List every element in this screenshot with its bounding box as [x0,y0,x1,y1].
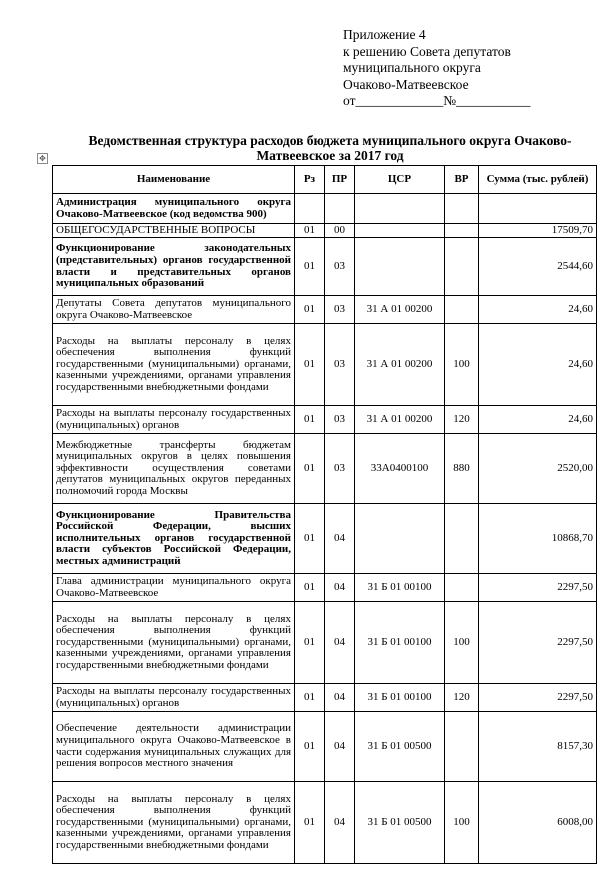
cell-vr [445,712,479,782]
cell-name: Обеспечение деятельности администрации муниципального округа Очаково-Матвеевское в части содержания муниципальных служащих для решения вопросов местного значения [53,712,295,782]
appendix-line: муниципального округа [343,60,481,75]
cell-csr [355,224,445,238]
cell-rz: 01 [295,406,325,434]
header-csr: ЦСР [355,166,445,194]
cell-pr: 04 [325,712,355,782]
appendix-line: Очаково-Матвеевское [343,76,469,92]
table-row [53,574,597,602]
cell-sum [479,194,597,224]
cell-vr [445,296,479,324]
cell-pr: 04 [325,504,355,574]
cell-csr [355,238,445,296]
cell-rz: 01 [295,504,325,574]
cell-name: Функционирование законодательных (представительных) органов государственной власти и представительных органов муниципальных образований [53,238,295,296]
cell-vr [445,238,479,296]
cell-sum: 2297,50 [479,684,597,712]
cell-sum: 6008,00 [479,782,597,864]
table-row [53,224,597,238]
cell-sum: 2297,50 [479,602,597,684]
cell-rz: 01 [295,324,325,406]
cell-vr: 120 [445,406,479,434]
cell-sum: 10868,70 [479,504,597,574]
cell-pr: 04 [325,782,355,864]
table-row [53,406,597,434]
table-row [53,296,597,324]
table-row [53,194,597,224]
cell-rz: 01 [295,224,325,238]
cell-csr [355,504,445,574]
cell-rz: 01 [295,238,325,296]
cell-sum: 8157,30 [479,712,597,782]
cell-pr: 04 [325,684,355,712]
cell-name: Депутаты Совета депутатов муниципального округа Очаково-Матвеевское [53,296,295,324]
cell-vr [445,574,479,602]
header-sum: Сумма (тыс. рублей) [479,166,597,194]
cell-sum: 2520,00 [479,434,597,504]
cell-pr: 03 [325,406,355,434]
cell-name: Администрация муниципального округа Очаково-Матвеевское (код ведомства 900) [53,194,295,224]
cell-name: ОБЩЕГОСУДАРСТВЕННЫЕ ВОПРОСЫ [53,224,295,238]
cell-pr: 03 [325,296,355,324]
cell-vr [445,504,479,574]
cell-csr: 31 Б 01 00500 [355,782,445,864]
table-row [53,782,597,864]
table-row [53,324,597,406]
cell-csr: 31 А 01 00200 [355,324,445,406]
cell-sum: 2544,60 [479,238,597,296]
cell-name: Расходы на выплаты персоналу государственных (муниципальных) органов [53,406,295,434]
cell-name: Расходы на выплаты персоналу в целях обеспечения выполнения функций государственными (муниципальными) органами, казенными учреждениями, органами управления государственными внебюджетными фондами [53,324,295,406]
cell-vr [445,224,479,238]
cell-name: Расходы на выплаты персоналу в целях обеспечения выполнения функций государственными (муниципальными) органами, казенными учреждениями, органами управления государственными внебюджетными фондами [53,782,295,864]
cell-sum: 24,60 [479,296,597,324]
table-move-handle-icon[interactable]: ✥ [37,153,48,164]
cell-vr: 880 [445,434,479,504]
table-row [53,434,597,504]
table-row [53,684,597,712]
appendix-line: к решению Совета депутатов [343,43,511,59]
cell-name: Глава администрации муниципального округа Очаково-Матвеевское [53,574,295,602]
cell-rz: 01 [295,782,325,864]
appendix-date-number-line: от_____________№___________ [343,93,531,108]
cell-pr: 00 [325,224,355,238]
cell-csr: 31 А 01 00200 [355,406,445,434]
header-rz: Рз [295,166,325,194]
cell-vr: 100 [445,602,479,684]
document-title: Ведомственная структура расходов бюджета муниципального округа Очаково-Матвеевское за 2017 год [88,133,572,163]
appendix-line: Приложение 4 [343,27,426,42]
cell-name: Межбюджетные трансферты бюджетам муниципальных округов в целях повышения эффективности осуществления советами депутатов муниципальных округов переданных полномочий города Москвы [53,434,295,504]
header-name: Наименование [53,166,295,194]
cell-rz: 01 [295,684,325,712]
cell-rz: 01 [295,712,325,782]
cell-pr: 03 [325,238,355,296]
cell-pr [325,194,355,224]
cell-pr: 04 [325,574,355,602]
cell-name: Расходы на выплаты персоналу государственных (муниципальных) органов [53,684,295,712]
header-pr: ПР [325,166,355,194]
table-row [53,238,597,296]
cell-rz: 01 [295,434,325,504]
cell-rz: 01 [295,296,325,324]
cell-vr [445,194,479,224]
table-row [53,504,597,574]
cell-sum: 17509,70 [479,224,597,238]
cell-pr: 03 [325,434,355,504]
cell-csr: 33А0400100 [355,434,445,504]
table-header-row [53,166,597,194]
cell-pr: 04 [325,602,355,684]
cell-sum: 24,60 [479,406,597,434]
budget-table [52,165,597,864]
cell-rz [295,194,325,224]
table-row [53,602,597,684]
cell-name: Функционирование Правительства Российской Федерации, высших исполнительных органов государственной власти субъектов Российской Федерации, местных администраций [53,504,295,574]
cell-pr: 03 [325,324,355,406]
cell-rz: 01 [295,574,325,602]
cell-csr: 31 Б 01 00500 [355,712,445,782]
table-row [53,712,597,782]
cell-sum: 2297,50 [479,574,597,602]
cell-vr: 120 [445,684,479,712]
cell-name: Расходы на выплаты персоналу в целях обеспечения выполнения функций государственными (муниципальными) органами, казенными учреждениями, органами управления государственными внебюджетными фондами [53,602,295,684]
cell-csr [355,194,445,224]
table-body [53,194,597,864]
cell-csr: 31 Б 01 00100 [355,574,445,602]
cell-csr: 31 А 01 00200 [355,296,445,324]
cell-csr: 31 Б 01 00100 [355,684,445,712]
cell-sum: 24,60 [479,324,597,406]
header-vr: ВР [445,166,479,194]
cell-csr: 31 Б 01 00100 [355,602,445,684]
appendix-block [343,27,593,110]
cell-vr: 100 [445,324,479,406]
cell-vr: 100 [445,782,479,864]
cell-rz: 01 [295,602,325,684]
